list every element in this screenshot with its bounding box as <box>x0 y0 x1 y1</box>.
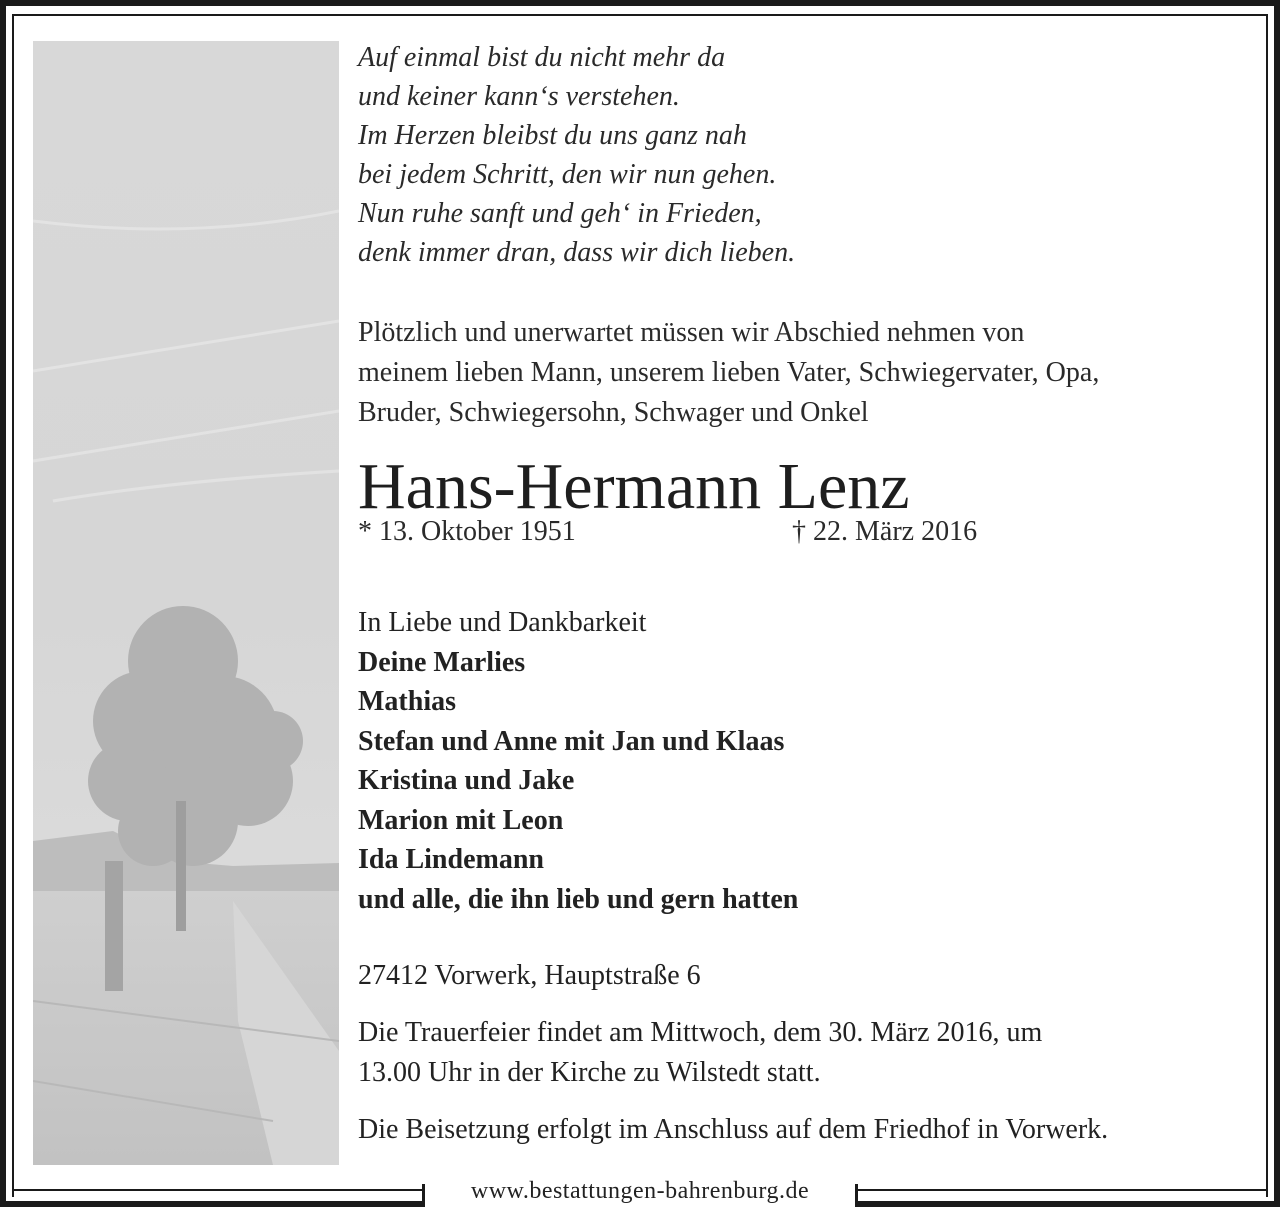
bottom-rule-left-inner <box>12 1189 424 1191</box>
intro-line: meinem lieben Mann, unserem lieben Vater, Schwiegervater, Opa, <box>358 357 1100 388</box>
death-date: † 22. März 2016 <box>792 516 978 547</box>
bottom-rule-left <box>0 1201 424 1207</box>
family-member: Stefan und Anne mit Jan und Klaas <box>358 725 785 757</box>
poem-line: Nun ruhe sanft und geh‘ in Frieden, <box>358 198 762 229</box>
poem-line: Im Herzen bleibst du uns ganz nah <box>358 120 747 151</box>
family-member: Mathias <box>358 686 456 717</box>
family-member: und alle, die ihn lieb und gern hatten <box>358 883 799 915</box>
deceased-name: Hans-Hermann Lenz <box>358 450 910 523</box>
obituary-content <box>358 38 1248 1150</box>
family-member: Ida Lindemann <box>358 844 544 875</box>
poem-line: und keiner kann‘s verstehen. <box>358 81 680 112</box>
website-link[interactable]: www.bestattungen-bahrenburg.de <box>470 1178 810 1204</box>
ceremony-line: 13.00 Uhr in der Kirche zu Wilstedt statt. <box>358 1057 821 1088</box>
bottom-rule-right-inner <box>856 1189 1268 1191</box>
address: 27412 Vorwerk, Hauptstraße 6 <box>358 960 701 991</box>
burial-info: Die Beisetzung erfolgt im Anschluss auf dem Friedhof in Vorwerk. <box>358 1114 1109 1145</box>
poem-line: denk immer dran, dass wir dich lieben. <box>358 237 796 268</box>
family-member: Marion mit Leon <box>358 804 564 836</box>
intro-line: Plötzlich und unerwartet müssen wir Abschied nehmen von <box>358 317 1025 348</box>
poem-line: bei jedem Schritt, den wir nun gehen. <box>358 159 777 190</box>
family-member: Deine Marlies <box>358 646 526 678</box>
bottom-rule-right <box>856 1201 1280 1207</box>
ceremony-line: Die Trauerfeier findet am Mittwoch, dem 30. März 2016, um <box>358 1017 1043 1048</box>
tree-landscape-image <box>33 41 339 1165</box>
birth-date: * 13. Oktober 1951 <box>358 516 576 547</box>
intro-text <box>358 313 1248 433</box>
family-list <box>358 603 1248 919</box>
life-dates <box>358 516 1248 559</box>
family-member: Kristina und Jake <box>358 765 575 796</box>
family-lead: In Liebe und Dankbarkeit <box>358 607 647 638</box>
intro-line: Bruder, Schwiegersohn, Schwager und Onkel <box>358 397 869 428</box>
poem <box>358 38 1248 272</box>
ceremony-info <box>358 1013 1248 1093</box>
poem-line: Auf einmal bist du nicht mehr da <box>358 42 726 73</box>
